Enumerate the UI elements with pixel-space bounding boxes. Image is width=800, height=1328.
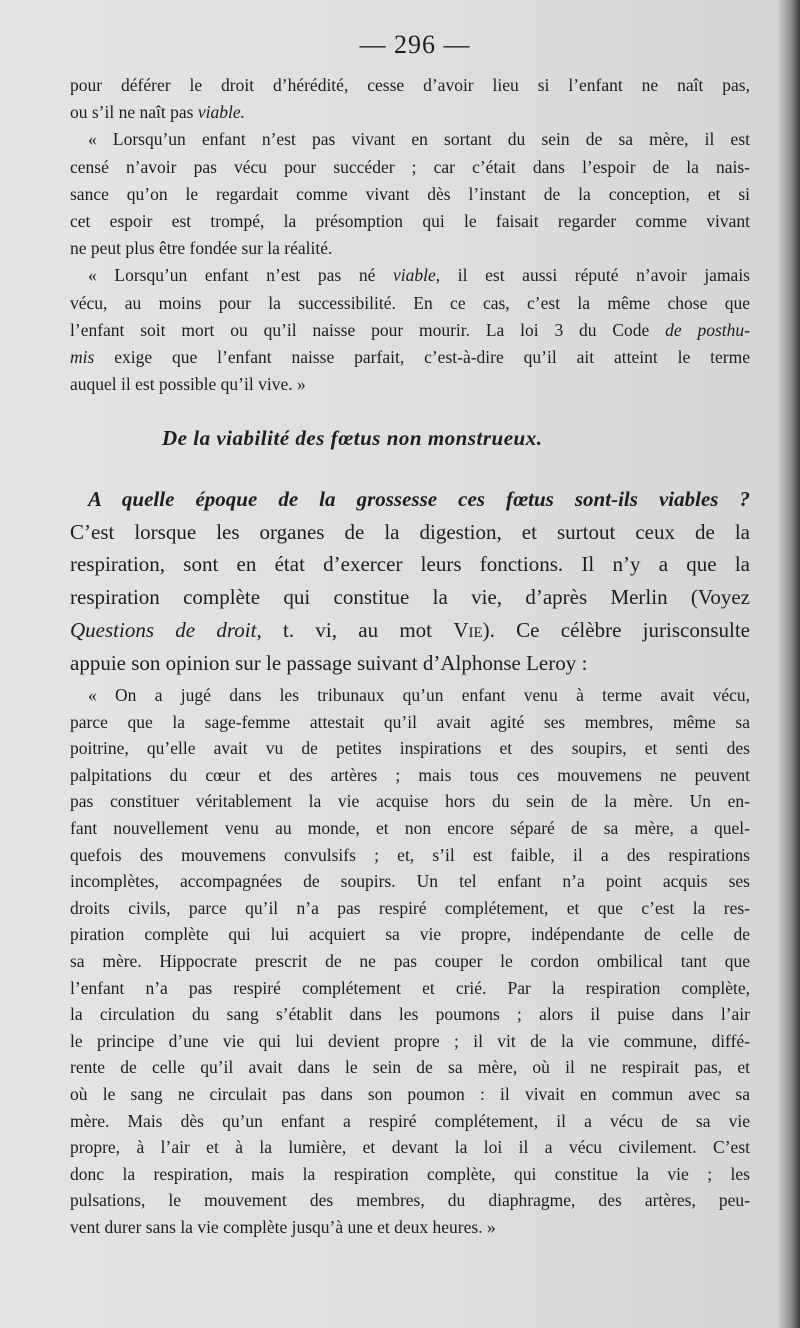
quote-line: la circulation du sang s’établit dans les poumons ; alors il puise dans l’air (70, 1004, 750, 1025)
text-span: , il est aussi réputé n’avoir jamais (435, 265, 750, 286)
quote-line: donc la respiration, mais la respiration complète, qui constitue la vie ; les (70, 1163, 750, 1184)
text-span: l’enfant soit mort ou qu’il naisse pour mourir. La loi 3 du Code (70, 319, 666, 340)
text-line: respiration complète qui constitue la vie, d’après Merlin (Voyez (70, 585, 750, 610)
text-span: ). Ce célèbre jurisconsulte (482, 617, 750, 642)
quote-line: quefois des mouvemens convulsifs ; et, s’il est faible, il a des respirations (70, 844, 750, 865)
italic-term: de posthu- (665, 319, 750, 340)
quote-line: pulsations, le mouvement des membres, du diaphragme, des artères, peu- (70, 1190, 750, 1211)
quote-line: palpitations du cœur et des artères ; mais tous ces mouvemens ne peuvent (70, 764, 750, 785)
italic-citation: Questions de droit, (70, 617, 262, 642)
page-number: — 296 — (359, 30, 471, 59)
quote-line: sa mère. Hippocrate prescrit de ne pas couper le cordon ombilical tant que (70, 950, 750, 971)
quote-line: droits civils, parce qu’il n’a pas respiré complétement, et que c’est la res- (70, 897, 750, 918)
quote-line: où le sang ne circulait pas dans son poumon : il vivait en commun avec sa (70, 1083, 750, 1104)
intro-text (70, 72, 750, 398)
quote-line: pas constituer véritablement la vie acquise hors du sein de la mère. Un en- (70, 791, 750, 812)
small-caps-term: Vie (453, 617, 483, 642)
quote-line: piration complète qui lui acquiert sa vie propre, indépendante de celle de (70, 924, 750, 945)
quote-line: mère. Mais dès qu’un enfant a respiré complétement, il a vécu de sa vie (70, 1110, 750, 1131)
quote-line: parce que la sage-femme attestait qu’il avait agité ses membres, même sa (70, 711, 750, 732)
text-line: appuie son opinion sur le passage suivant d’Alphonse Leroy : (70, 650, 588, 675)
text-span: exige que l’enfant naisse parfait, c’est-à-dire qu’il ait atteint le terme (94, 347, 750, 368)
quote-line: le principe d’une vie qui lui devient propre ; il vit de la vie commune, diffé- (70, 1030, 750, 1051)
text-span: ou s’il ne naît pas (70, 102, 198, 123)
quote-line: propre, à l’air et à la lumière, et devant la loi il a vécu civilement. C’est (70, 1137, 750, 1158)
quote-line: incomplètes, accompagnées de soupirs. Un tel enfant n’a point acquis ses (70, 871, 750, 892)
quote-line: rente de celle qu’il avait dans le sein de sa mère, où il ne respirait pas, et (70, 1057, 750, 1078)
text-line (70, 344, 750, 371)
text-span: t. vi, au mot (261, 617, 454, 642)
text-line: auquel il est possible qu’il vive. » (70, 374, 306, 395)
quote-line: l’enfant n’a pas respiré complétement et crié. Par la respiration complète, (70, 977, 750, 998)
page-spine-shadow (778, 0, 800, 1328)
text-span: « Lorsqu’un enfant n’est pas né (88, 265, 393, 286)
text-line: « Lorsqu’un enfant n’est pas vivant en sortant du sein de sa mère, il est (88, 129, 750, 150)
text-line: ne peut plus être fondée sur la réalité. (70, 238, 333, 259)
text-line (70, 99, 750, 126)
text-line (70, 614, 750, 647)
quotation-block (70, 682, 750, 1240)
text-line: C’est lorsque les organes de la digestion, et surtout ceux de la (70, 519, 750, 544)
italic-term: mis (70, 347, 95, 368)
text-line (70, 317, 750, 344)
italic-subheading: A quelle époque de la grossesse ces fœtus sont-ils viables ? (88, 487, 750, 511)
section-title: De la viabilité des fœtus non monstrueux. (162, 426, 543, 450)
quote-line: poitrine, qu’elle avait vu de petites inspirations et des soupirs, et senti des (70, 738, 750, 759)
quote-line: vent durer sans la vie complète jusqu’à une et deux heures. » (70, 1216, 496, 1237)
text-line (70, 262, 750, 289)
text-line: censé n’avoir pas vécu pour succéder ; car c’était dans l’espoir de la nais- (70, 156, 750, 177)
text-line: vécu, au moins pour la successibilité. En ce cas, c’est la même chose que (70, 292, 750, 313)
italic-term: viable (393, 265, 436, 286)
text-line: cet espoir est trompé, la présomption qui le faisait regarder comme vivant (70, 211, 750, 232)
text-line: respiration, sont en état d’exercer leurs fonctions. Il n’y a que la (70, 552, 750, 577)
quote-line: « On a jugé dans les tribunaux qu’un enfant venu à terme avait vécu, (88, 685, 750, 705)
text-line: pour déférer le droit d’hérédité, cesse d’avoir lieu si l’enfant ne naît pas, (70, 75, 750, 95)
main-paragraph (70, 483, 750, 679)
quote-line: fant nouvellement venu au monde, et non encore séparé de sa mère, a quel- (70, 817, 750, 838)
italic-term: viable. (197, 102, 245, 123)
text-line: sance qu’on le regardait comme vivant dès l’instant de la conception, et si (70, 183, 750, 204)
